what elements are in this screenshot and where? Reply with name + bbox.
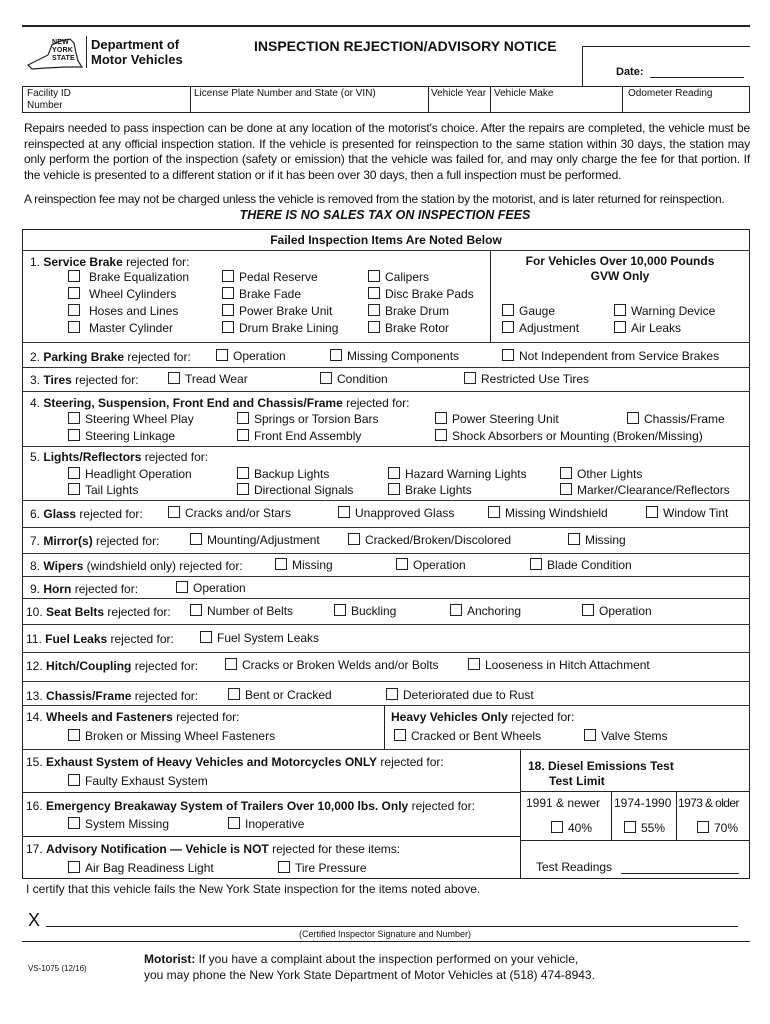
checkbox[interactable] [488, 506, 500, 518]
section-wheels: 14. Wheels and Fasteners rejected for: [26, 710, 240, 724]
opt-deteriorated-rust[interactable]: Deteriorated due to Rust [386, 688, 534, 702]
checkbox[interactable] [435, 412, 447, 424]
opt-belts-operation[interactable]: Operation [582, 604, 652, 618]
facility-id-label: Facility ID [27, 88, 71, 99]
vehicle-year-field[interactable]: Vehicle Year [431, 88, 487, 99]
checkbox[interactable] [222, 321, 234, 333]
opt-brake-lights[interactable]: Brake Lights [388, 483, 472, 497]
checkbox[interactable] [338, 506, 350, 518]
opt-mirror-missing[interactable]: Missing [568, 533, 626, 547]
opt-diesel-55[interactable]: 55% [624, 821, 665, 835]
checkbox[interactable] [388, 483, 400, 495]
logo-york: YORK [52, 47, 74, 54]
opt-brake-rotor[interactable]: Brake Rotor [368, 321, 449, 335]
items-header: Failed Inspection Items Are Noted Below [270, 233, 502, 247]
dept-line1: Department of [91, 37, 180, 52]
opt-looseness-hitch[interactable]: Looseness in Hitch Attachment [468, 658, 650, 672]
section-parking-brake: 2. Parking Brake rejected for: [30, 350, 191, 364]
checkbox[interactable] [237, 429, 249, 441]
opt-steering-wheel-play[interactable]: Steering Wheel Play [68, 412, 194, 426]
checkbox[interactable] [435, 429, 447, 441]
opt-restricted-use-tires[interactable]: Restricted Use Tires [464, 372, 589, 386]
checkbox[interactable] [627, 412, 639, 424]
section-horn: 9. Horn rejected for: [30, 582, 139, 596]
opt-master-cylinder[interactable]: Master Cylinder [68, 321, 173, 335]
checkbox[interactable] [388, 467, 400, 479]
license-plate-field[interactable]: License Plate Number and State (or VIN) [194, 88, 376, 99]
checkbox[interactable] [68, 429, 80, 441]
checkbox[interactable] [228, 688, 240, 700]
opt-pedal-reserve[interactable]: Pedal Reserve [222, 270, 318, 284]
checkbox[interactable] [368, 321, 380, 333]
facility-id-field[interactable] [27, 88, 71, 112]
opt-headlight-operation[interactable]: Headlight Operation [68, 467, 192, 481]
opt-other-lights[interactable]: Other Lights [560, 467, 642, 481]
opt-chassis-frame-steering[interactable]: Chassis/Frame [627, 412, 725, 426]
opt-brake-drum[interactable]: Brake Drum [368, 304, 449, 318]
opt-directional-signals[interactable]: Directional Signals [237, 483, 353, 497]
opt-wipers-operation[interactable]: Operation [396, 558, 466, 572]
opt-parking-operation[interactable]: Operation [216, 349, 286, 363]
gvw-title-2: GVW Only [590, 269, 650, 283]
checkbox[interactable] [450, 604, 462, 616]
section-glass: 6. Glass rejected for: [30, 507, 143, 521]
checkbox[interactable] [68, 817, 80, 829]
checkbox[interactable] [502, 349, 514, 361]
opt-springs-torsion[interactable]: Springs or Torsion Bars [237, 412, 379, 426]
checkbox[interactable] [386, 688, 398, 700]
opt-air-leaks[interactable]: Air Leaks [614, 321, 681, 335]
heavy-vehicles-label: Heavy Vehicles Only rejected for: [391, 710, 575, 724]
diesel-title: 18. Diesel Emissions Test [528, 759, 674, 773]
checkbox[interactable] [68, 729, 80, 741]
section-service-brake: 1. Service Brake rejected for: [30, 255, 190, 269]
checkbox[interactable] [68, 412, 80, 424]
checkbox[interactable] [68, 774, 80, 786]
opt-blade-condition[interactable]: Blade Condition [530, 558, 632, 572]
checkbox[interactable] [168, 506, 180, 518]
diesel-col-1974: 1974-1990 [614, 796, 672, 810]
section-steering: 4. Steering, Suspension, Front End and Chassis/Frame rejected for: [30, 396, 410, 410]
opt-valve-stems[interactable]: Valve Stems [584, 729, 667, 743]
diesel-col-1991: 1991 & newer [526, 796, 601, 810]
section-hitch: 12. Hitch/Coupling rejected for: [26, 659, 199, 673]
opt-gauge[interactable]: Gauge [502, 304, 555, 318]
checkbox[interactable] [348, 533, 360, 545]
opt-diesel-40[interactable]: 40% [551, 821, 592, 835]
checkbox[interactable] [464, 372, 476, 384]
vehicle-make-field[interactable]: Vehicle Make [494, 88, 554, 99]
opt-tread-wear[interactable]: Tread Wear [168, 372, 248, 386]
opt-air-bag-light[interactable]: Air Bag Readiness Light [68, 861, 214, 875]
checkbox[interactable] [222, 270, 234, 282]
checkbox[interactable] [614, 321, 626, 333]
opt-cracks-broken-welds[interactable]: Cracks or Broken Welds and/or Bolts [225, 658, 439, 672]
opt-missing-components[interactable]: Missing Components [330, 349, 459, 363]
opt-buckling[interactable]: Buckling [334, 604, 396, 618]
opt-not-independent[interactable]: Not Independent from Service Brakes [502, 349, 719, 363]
nys-logo [26, 37, 84, 71]
intro-paragraph-1: Repairs needed to pass inspection can be done at any location of the motorist's choice. After the repairs are completed, the vehicle must be reinspected at any official inspection station. If the vehicle is presented for reinspection to the same station within 30 days, the station may only perform the portion of the inspection (safety or emission) that the vehicle was failed for, and may only charge the fee for that portion. If the vehicle is presented to a different station or if it has been over 30 days, then a full inspection must be performed. [24, 121, 750, 182]
opt-mounting-adjustment[interactable]: Mounting/Adjustment [190, 533, 320, 547]
opt-brake-equalization[interactable]: Brake Equalization [68, 270, 189, 284]
checkbox[interactable] [368, 287, 380, 299]
opt-fuel-system-leaks[interactable]: Fuel System Leaks [200, 631, 319, 645]
checkbox[interactable] [68, 861, 80, 873]
motorist-notice: Motorist: If you have a complaint about the inspection performed on your vehicle, you may phone the New York State Department of Motor Vehicles at (518) 474-8943. [144, 952, 595, 982]
intro-paragraph-2: A reinspection fee may not be charged unless the vehicle is removed from the station by the motorist, and is later returned for reinspection. [24, 192, 725, 206]
opt-wheel-fasteners[interactable]: Broken or Missing Wheel Fasteners [68, 729, 275, 743]
checkbox[interactable] [225, 658, 237, 670]
opt-adjustment[interactable]: Adjustment [502, 321, 579, 335]
checkbox[interactable] [551, 821, 563, 833]
date-label: Date: [616, 66, 644, 78]
opt-drum-brake-lining[interactable]: Drum Brake Lining [222, 321, 338, 335]
opt-disc-brake-pads[interactable]: Disc Brake Pads [368, 287, 474, 301]
opt-wheel-cylinders[interactable]: Wheel Cylinders [68, 287, 176, 301]
section-breakaway: 16. Emergency Breakaway System of Trailers Over 10,000 lbs. Only rejected for: [26, 799, 475, 813]
checkbox[interactable] [68, 270, 80, 282]
checkbox[interactable] [394, 729, 406, 741]
diesel-test-limit: Test Limit [549, 774, 605, 788]
checkbox[interactable] [68, 483, 80, 495]
checkbox[interactable] [614, 304, 626, 316]
opt-bent-cracked[interactable]: Bent or Cracked [228, 688, 332, 702]
checkbox[interactable] [697, 821, 709, 833]
no-tax-notice: THERE IS NO SALES TAX ON INSPECTION FEES [239, 208, 531, 222]
opt-hazard-warning-lights[interactable]: Hazard Warning Lights [388, 467, 527, 481]
opt-tire-pressure[interactable]: Tire Pressure [278, 861, 367, 875]
opt-system-missing[interactable]: System Missing [68, 817, 169, 831]
opt-front-end-assembly[interactable]: Front End Assembly [237, 429, 361, 443]
section-exhaust: 15. Exhaust System of Heavy Vehicles and Motorcycles ONLY rejected for: [26, 755, 444, 769]
checkbox[interactable] [368, 304, 380, 316]
checkbox[interactable] [368, 270, 380, 282]
section-fuel-leaks: 11. Fuel Leaks rejected for: [26, 632, 174, 646]
checkbox[interactable] [502, 304, 514, 316]
checkbox[interactable] [560, 483, 572, 495]
opt-tire-condition[interactable]: Condition [320, 372, 388, 386]
checkbox[interactable] [468, 658, 480, 670]
checkbox[interactable] [624, 821, 636, 833]
date-field[interactable] [650, 77, 744, 78]
checkbox[interactable] [222, 304, 234, 316]
signature-caption: (Certified Inspector Signature and Number) [298, 929, 472, 939]
section-mirrors: 7. Mirror(s) rejected for: [30, 534, 160, 548]
section-tires: 3. Tires rejected for: [30, 373, 139, 387]
form-number: VS-1075 (12/16) [28, 964, 87, 973]
opt-wipers-missing[interactable]: Missing [275, 558, 333, 572]
checkbox[interactable] [275, 558, 287, 570]
section-advisory: 17. Advisory Notification — Vehicle is NOT rejected for these items: [26, 842, 401, 856]
signature-x: X [28, 910, 41, 930]
opt-calipers[interactable]: Calipers [368, 270, 429, 284]
checkbox[interactable] [228, 817, 240, 829]
signature-line[interactable] [46, 926, 738, 927]
opt-cracked-broken-discolored[interactable]: Cracked/Broken/Discolored [348, 533, 511, 547]
checkbox[interactable] [646, 506, 658, 518]
checkbox[interactable] [502, 321, 514, 333]
opt-hoses-lines[interactable]: Hoses and Lines [68, 304, 178, 318]
checkbox[interactable] [168, 372, 180, 384]
opt-cracks-stars[interactable]: Cracks and/or Stars [168, 506, 291, 520]
checkbox[interactable] [584, 729, 596, 741]
checkbox[interactable] [68, 304, 80, 316]
logo-new: NEW [52, 39, 69, 46]
opt-cracked-bent-wheels[interactable]: Cracked or Bent Wheels [394, 729, 541, 743]
checkbox[interactable] [582, 604, 594, 616]
opt-brake-fade[interactable]: Brake Fade [222, 287, 301, 301]
opt-faulty-exhaust[interactable]: Faulty Exhaust System [68, 774, 208, 788]
opt-warning-device[interactable]: Warning Device [614, 304, 715, 318]
diesel-col-1973: 1973 & older [678, 796, 739, 810]
checkbox[interactable] [568, 533, 580, 545]
gvw-title-1: For Vehicles Over 10,000 Pounds [525, 254, 715, 268]
checkbox[interactable] [222, 287, 234, 299]
opt-unapproved-glass[interactable]: Unapproved Glass [338, 506, 454, 520]
checkbox[interactable] [396, 558, 408, 570]
opt-tail-lights[interactable]: Tail Lights [68, 483, 138, 497]
section-wipers: 8. Wipers (windshield only) rejected for: [30, 559, 243, 573]
checkbox[interactable] [278, 861, 290, 873]
checkbox[interactable] [176, 581, 188, 593]
opt-diesel-70[interactable]: 70% [697, 821, 738, 835]
certify-statement: I certify that this vehicle fails the New York State inspection for the items noted above. [26, 882, 481, 896]
opt-marker-clearance[interactable]: Marker/Clearance/Reflectors [560, 483, 730, 497]
dept-line2: Motor Vehicles [91, 52, 183, 67]
checkbox[interactable] [68, 287, 80, 299]
opt-number-of-belts[interactable]: Number of Belts [190, 604, 293, 618]
opt-steering-linkage[interactable]: Steering Linkage [68, 429, 175, 443]
opt-power-steering-unit[interactable]: Power Steering Unit [435, 412, 559, 426]
logo-state: STATE [52, 55, 75, 62]
opt-anchoring[interactable]: Anchoring [450, 604, 521, 618]
checkbox[interactable] [530, 558, 542, 570]
opt-shock-absorbers[interactable]: Shock Absorbers or Mounting (Broken/Missing) [435, 429, 703, 443]
opt-missing-windshield[interactable]: Missing Windshield [488, 506, 608, 520]
facility-number-label: Number [27, 100, 63, 111]
checkbox[interactable] [320, 372, 332, 384]
opt-window-tint[interactable]: Window Tint [646, 506, 728, 520]
opt-inoperative[interactable]: Inoperative [228, 817, 304, 831]
test-readings-field[interactable] [621, 873, 739, 874]
section-seat-belts: 10. Seat Belts rejected for: [26, 605, 171, 619]
checkbox[interactable] [200, 631, 212, 643]
odometer-field[interactable]: Odometer Reading [628, 88, 713, 99]
opt-power-brake-unit[interactable]: Power Brake Unit [222, 304, 332, 318]
checkbox[interactable] [330, 349, 342, 361]
checkbox[interactable] [560, 467, 572, 479]
checkbox[interactable] [237, 467, 249, 479]
page-title: INSPECTION REJECTION/ADVISORY NOTICE [254, 38, 557, 54]
opt-horn-operation[interactable]: Operation [176, 581, 246, 595]
checkbox[interactable] [334, 604, 346, 616]
checkbox[interactable] [216, 349, 228, 361]
test-readings-label: Test Readings [536, 860, 613, 874]
checkbox[interactable] [68, 321, 80, 333]
section-lights: 5. Lights/Reflectors rejected for: [30, 450, 209, 464]
checkbox[interactable] [237, 483, 249, 495]
checkbox[interactable] [68, 467, 80, 479]
opt-backup-lights[interactable]: Backup Lights [237, 467, 329, 481]
checkbox[interactable] [190, 604, 202, 616]
checkbox[interactable] [237, 412, 249, 424]
checkbox[interactable] [190, 533, 202, 545]
section-chassis-frame: 13. Chassis/Frame rejected for: [26, 689, 199, 703]
